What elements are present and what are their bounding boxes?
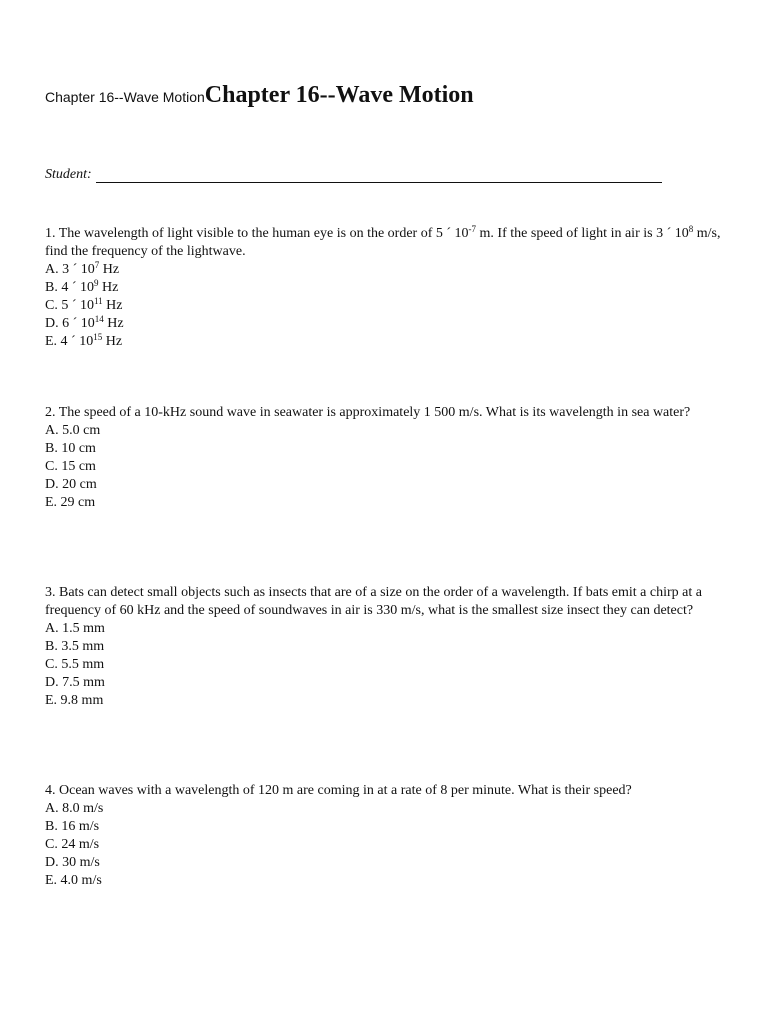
answer-choice [45, 818, 725, 836]
text-run: 4. Ocean waves with a wavelength of 120 m are coming in at a rate of 8 per minute. What is their speed? [45, 783, 632, 798]
superscript: 9 [94, 278, 99, 288]
text-run: B. 10 cm [45, 441, 96, 456]
superscript: 15 [93, 332, 103, 342]
superscript: 7 [94, 260, 100, 270]
text-run: Hz [99, 262, 120, 277]
text-run: Hz [103, 316, 124, 331]
text-run: D. 7.5 mm [45, 675, 105, 690]
answer-choice [45, 422, 725, 440]
text-run: m/s, find the frequency of the lightwave. [45, 226, 721, 259]
answer-choice [45, 656, 725, 674]
question-2 [45, 404, 725, 512]
question-4 [45, 782, 725, 890]
answer-choice [45, 440, 725, 458]
answer-choice [45, 800, 725, 818]
question-stem [45, 225, 725, 261]
text-run: B. 3.5 mm [45, 639, 105, 654]
question-stem [45, 404, 725, 422]
text-run: A. 1.5 mm [45, 621, 105, 636]
text-run: C. 5.5 mm [45, 657, 105, 672]
text-run: D. 20 cm [45, 477, 97, 492]
text-run: E. 9.8 mm [45, 693, 104, 708]
answer-choice [45, 872, 725, 890]
text-run: D. 6 ´ 10 [45, 316, 95, 331]
answer-choice [45, 333, 725, 351]
superscript: 14 [94, 314, 104, 324]
student-field [45, 166, 662, 183]
answer-choice [45, 297, 725, 315]
text-run: C. 15 cm [45, 459, 96, 474]
student-name-line [96, 166, 662, 183]
answer-choice [45, 854, 725, 872]
question-stem [45, 782, 725, 800]
text-run: D. 30 m/s [45, 855, 100, 870]
answer-choice [45, 279, 725, 297]
superscript: -7 [468, 224, 477, 234]
answer-choices [45, 422, 725, 512]
superscript: 8 [688, 224, 694, 234]
text-run: m. If the speed of light in air is 3 ´ 10 [476, 226, 689, 241]
text-run: B. 16 m/s [45, 819, 100, 834]
question-1 [45, 225, 725, 351]
answer-choice [45, 836, 725, 854]
student-label: Student: [45, 167, 92, 182]
answer-choice [45, 494, 725, 512]
answer-choice [45, 315, 725, 333]
text-run: Hz [98, 280, 119, 295]
answer-choice [45, 674, 725, 692]
answer-choice [45, 458, 725, 476]
text-run: 1. The wavelength of light visible to the human eye is on the order of 5 ´ 10 [45, 226, 469, 241]
text-run: C. 24 m/s [45, 837, 100, 852]
question-3 [45, 584, 725, 710]
superscript: 11 [94, 296, 103, 306]
text-run: A. 5.0 cm [45, 423, 101, 438]
text-run: E. 29 cm [45, 495, 96, 510]
answer-choices [45, 261, 725, 351]
text-run: Hz [102, 334, 123, 349]
text-run: E. 4.0 m/s [45, 873, 102, 888]
answer-choice [45, 261, 725, 279]
text-run: B. 4 ´ 10 [45, 280, 94, 295]
text-run: 3. Bats can detect small objects such as insects that are of a size on the order of a wavelength. If bats emit a chirp at a frequency of 60 kHz and the speed of soundwaves in air is 330 m/s, what is the smallest size insect they can detect? [45, 585, 702, 618]
header-big-title: Chapter 16--Wave Motion [204, 82, 474, 108]
text-run: 2. The speed of a 10-kHz sound wave in seawater is approximately 1 500 m/s. What is its wavelength in sea water? [45, 405, 691, 420]
text-run: C. 5 ´ 10 [45, 298, 94, 313]
text-run: E. 4 ´ 10 [45, 334, 94, 349]
answer-choice [45, 476, 725, 494]
page-header [45, 82, 474, 109]
text-run: A. 8.0 m/s [45, 801, 104, 816]
answer-choice [45, 638, 725, 656]
text-run: Hz [102, 298, 123, 313]
text-run: A. 3 ´ 10 [45, 262, 95, 277]
header-small-title: Chapter 16--Wave Motion [45, 89, 205, 105]
answer-choice [45, 692, 725, 710]
answer-choices [45, 800, 725, 890]
question-stem [45, 584, 725, 620]
answer-choice [45, 620, 725, 638]
answer-choices [45, 620, 725, 710]
